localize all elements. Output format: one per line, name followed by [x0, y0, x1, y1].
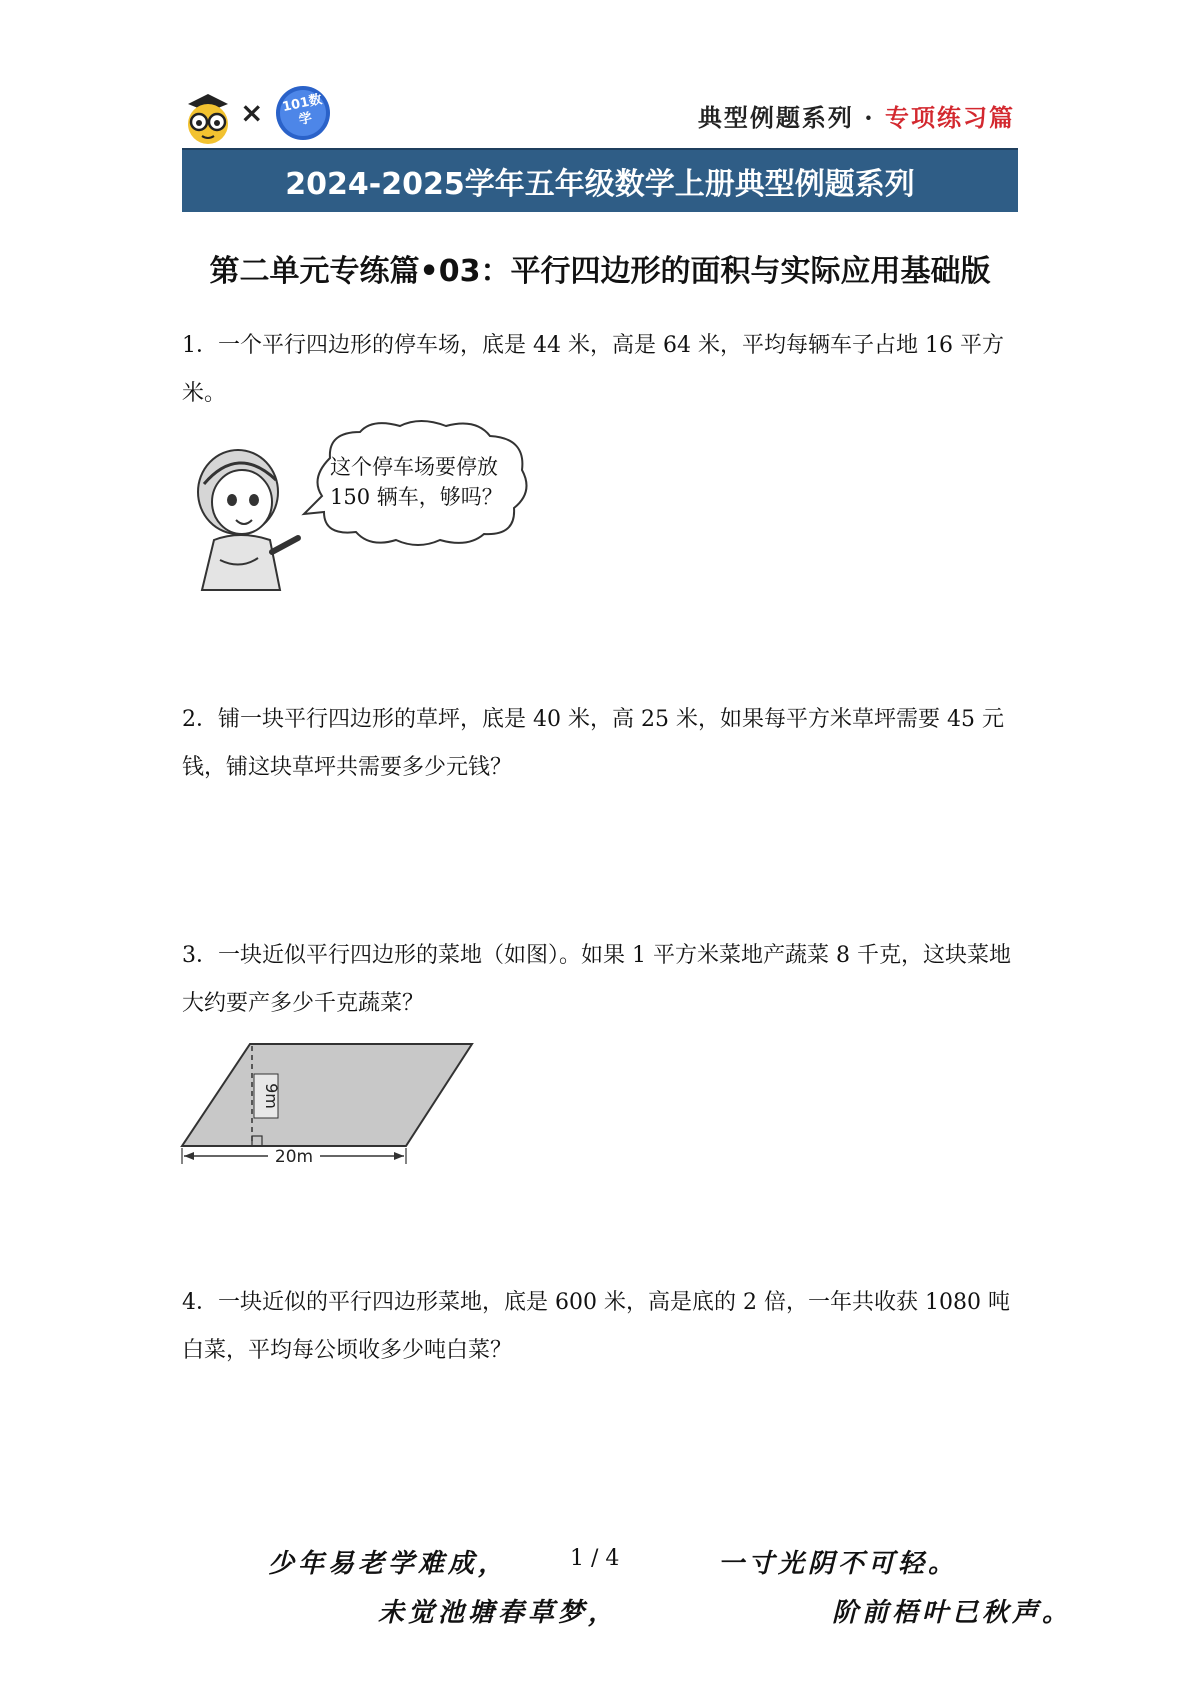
banner-title: 2024-2025学年五年级数学上册典型例题系列: [285, 167, 915, 202]
question-text: 一块近似平行四边形的菜地（如图）。如果 1 平方米菜地产蔬菜 8 千克，这块菜地大约要产多少千克蔬菜？: [182, 943, 1011, 1016]
title-banner: [182, 148, 1018, 212]
poem-line-3: 未觉池塘春草梦，: [378, 1598, 619, 1628]
question-number: 2．: [182, 707, 218, 732]
times-sign: ×: [240, 96, 264, 129]
base-label: 20m: [274, 1147, 314, 1167]
question-text: 铺一块平行四边形的草坪，底是 40 米，高 25 米，如果每平方米草坪需要 45 元钱，铺这块草坪共需要多少元钱？: [182, 707, 1004, 780]
poem-line-1: 少年易老学难成，: [268, 1549, 509, 1579]
question-2: [182, 696, 1018, 792]
question-number: 1．: [182, 333, 218, 358]
series-dot: ·: [864, 103, 875, 132]
parallelogram-figure: [180, 1040, 480, 1170]
logo-text: 101数学: [281, 92, 324, 129]
owl-logo-icon: [182, 88, 234, 144]
speech-bubble-text: [330, 452, 520, 512]
question-1: [182, 322, 1018, 418]
question-4: [182, 1279, 1018, 1375]
girl-illustration-icon: [180, 440, 310, 600]
question-3: [182, 932, 1018, 1028]
question-text: 一个平行四边形的停车场，底是 44 米，高是 64 米，平均每辆车子占地 16 平方米。: [182, 333, 1004, 406]
poem-line-2: 一寸光阴不可轻。: [718, 1549, 959, 1579]
question-text: 一块近似的平行四边形菜地，底是 600 米，高是底的 2 倍，一年共收获 1080 吨白菜，平均每公顷收多少吨白菜？: [182, 1290, 1010, 1363]
series-tag: [698, 98, 1015, 133]
poem-line-4: 阶前梧叶已秋声。: [832, 1598, 1073, 1628]
question-number: 3．: [182, 943, 218, 968]
speech-line-2: 150 辆车，够吗？: [330, 485, 503, 509]
series-sub: 专项练习篇: [885, 103, 1015, 132]
page-number: 1 / 4: [570, 1546, 620, 1571]
unit-title: 第二单元专练篇•03：平行四边形的面积与实际应用基础版: [209, 254, 991, 289]
height-label: 9m: [262, 1083, 281, 1109]
question-number: 4．: [182, 1290, 218, 1315]
series-name: 典型例题系列: [697, 103, 854, 132]
parallelogram-shape: [182, 1044, 472, 1146]
speech-line-1: 这个停车场要停放: [330, 455, 498, 479]
